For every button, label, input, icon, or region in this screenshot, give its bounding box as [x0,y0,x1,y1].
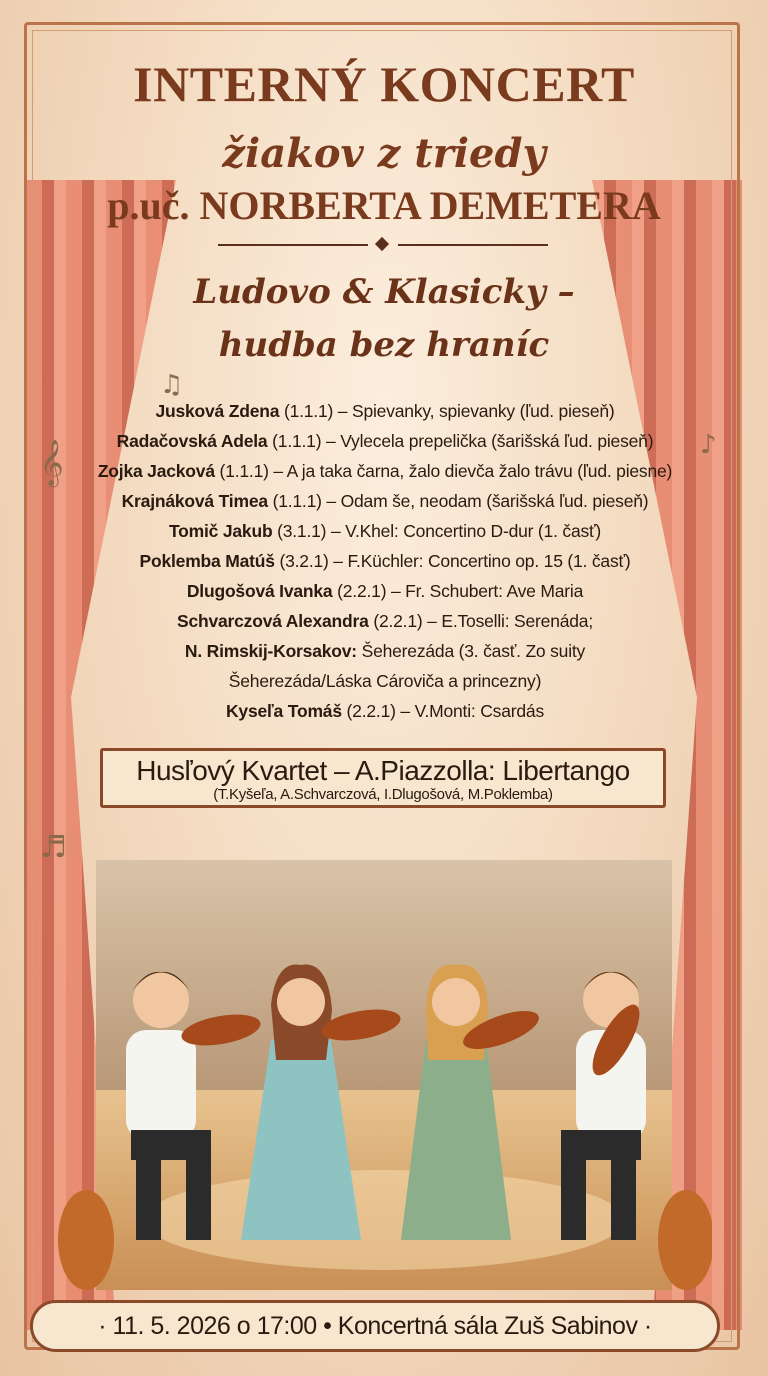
program-item: Šeherezáda/Láska Cároviča a princezny) [228,671,542,691]
treble-clef-icon: 𝄞 [40,440,64,486]
program-item: Krajnáková Timea (1.1.1) – Odam še, neodam (šarišská ľud. pieseň) [121,491,649,511]
violin-decoration-right [658,1190,712,1290]
program-item: Kyseľa Tomáš (2.2.1) – V.Monti: Csardás [225,701,544,721]
program-item: Radačovská Adela (1.1.1) – Vylecela prepelička (šarišská ľud. pieseň) [116,431,654,451]
music-note-icon: ♫ [160,370,184,400]
quartet-title: Husľový Kvartet – A.Piazzolla: Libertango [136,755,630,786]
program-list [60,396,710,726]
program-item: N. Rimskij-Korsakov: Šeherezáda (3. časť. Zo suity [184,641,586,661]
title-divider [218,238,548,252]
program-item: Poklemba Matúš (3.2.1) – F.Küchler: Concertino op. 15 (1. časť) [139,551,631,571]
poster-title-line2: žiakov z triedy [222,130,546,177]
subtitle-line1: Ludovo & Klasicky – [193,272,575,312]
music-note-icon: ♪ [700,430,717,460]
poster-title-line3: p.uč. NORBERTA DEMETERA [107,183,661,228]
quartet-banner [100,748,666,808]
violin-decoration-left [58,1190,114,1290]
event-date-location: · 11. 5. 2026 o 17:00 • Koncertná sála Zuš Sabinov · [30,1300,720,1352]
program-item: Jusková Zdena (1.1.1) – Spievanky, spievanky (ľud. pieseň) [155,401,615,421]
poster-title: INTERNÝ KONCERT [133,56,635,112]
quartet-illustration [56,860,712,1290]
program-item: Dlugošová Ivanka (2.2.1) – Fr. Schubert: Ave Maria [186,581,584,601]
music-note-icon: ♬ [40,830,67,865]
quartet-members: (T.Kyšeľa, A.Schvarczová, I.Dlugošová, M.Poklemba) [213,786,553,803]
program-item: Schvarczová Alexandra (2.2.1) – E.Toselli: Serenáda; [176,611,593,631]
program-item: Tomič Jakub (3.1.1) – V.Khel: Concertino D-dur (1. časť) [168,521,602,541]
program-item: Zojka Jacková (1.1.1) – A ja taka čarna, žalo dievča žalo trávu (ľud. piesne) [97,461,673,481]
subtitle-line2: hudba bez hraníc [218,325,550,365]
